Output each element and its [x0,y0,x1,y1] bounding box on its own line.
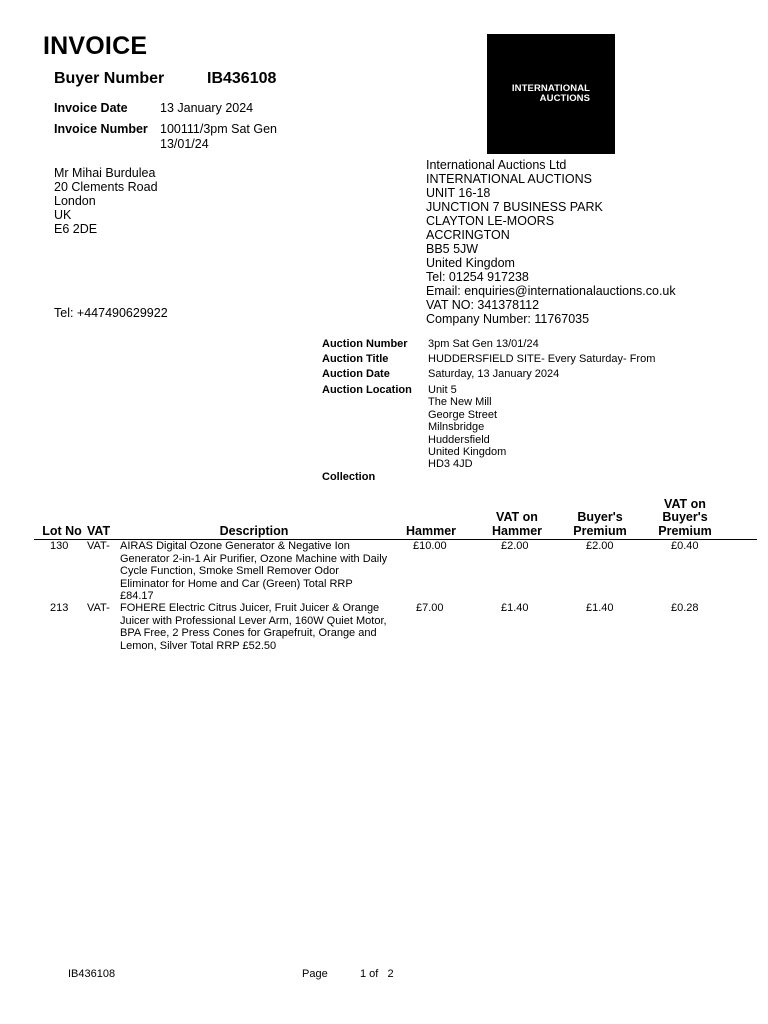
seller-line: JUNCTION 7 BUSINESS PARK [426,200,603,214]
company-logo [487,34,615,154]
buyers-premium: £2.00 [586,540,614,552]
seller-line: UNIT 16-18 [426,186,491,200]
invoice-number-value: 100111/3pm Sat Gen 13/01/24 [160,122,277,151]
table-row [0,602,768,666]
lot-number: 130 [50,540,69,552]
vat-code: VAT- [87,602,110,614]
invoice-number-row [54,122,314,152]
buyer-address-line: 20 Clements Road [54,180,158,194]
footer-buyer-number: IB436108 [68,968,116,980]
buyer-telephone: Tel: +447490629922 [54,306,168,320]
auction-location-label: Auction Location [322,384,412,396]
lot-description: FOHERE Electric Citrus Juicer, Fruit Juicer & Orange Juicer with Professional Lever Arm, 160W Quiet Motor, BPA Free, 2 Press Cones for Grapefruit, Orange and Lemon, Silver Total RRP £52.50 [120,602,387,652]
seller-line: Email: enquiries@internationalauctions.co.uk [426,284,676,298]
invoice-number-label: Invoice Number [54,122,148,136]
hammer-price: £7.00 [416,602,444,614]
auction-date-label: Auction Date [322,368,390,380]
buyer-name: Mr Mihai Burdulea [54,166,156,180]
vat-on-hammer: £1.40 [501,602,529,614]
location-line: HD3 4JD [428,458,473,471]
seller-line: CLAYTON LE-MOORS [426,214,555,228]
logo-text [512,84,590,104]
buyer-number-value: IB436108 [207,70,277,87]
invoice-date-row [54,101,314,116]
seller-address [426,158,676,326]
lot-number: 213 [50,602,69,614]
location-line: Huddersfield [428,433,490,446]
col-vat-on-hammer-line: Hammer [491,523,543,538]
seller-line: INTERNATIONAL AUCTIONS [426,172,592,186]
col-description: Description [219,523,289,538]
footer-page-label: Page [302,968,328,980]
seller-line: BB5 5JW [426,242,479,256]
auction-location-value [428,384,506,471]
col-buyers-premium [565,511,635,538]
location-line: The New Mill [428,396,492,409]
lot-description: AIRAS Digital Ozone Generator & Negative Ion Generator 2-in-1 Air Purifier, Ozone Machine with Daily Cycle Function, Smoke Smell Remover Odor Eliminator for Home and Car (Green) Total RRP £84.17 [120,540,388,603]
col-vat-on-bp-line: VAT on [664,496,706,511]
seller-line: ACCRINGTON [426,228,510,242]
location-line: Unit 5 [428,384,457,396]
hammer-price: £10.00 [413,540,447,552]
location-line: George Street [428,408,498,421]
buyers-premium: £1.40 [586,602,614,614]
seller-line: United Kingdom [426,256,515,270]
buyer-number-block [54,70,277,88]
seller-line: VAT NO: 341378112 [426,298,540,312]
col-vat-on-hammer-line: VAT on [496,510,538,524]
col-buyers-premium-line: Buyer's [577,510,623,524]
auction-title-label: Auction Title [322,353,389,365]
col-lot-no: Lot No [42,523,82,538]
seller-line: Company Number: 11767035 [426,312,590,326]
col-vat: VAT [87,523,111,538]
seller-line: Tel: 01254 917238 [426,270,529,284]
logo-line: INTERNATIONAL [511,83,591,94]
invoice-date-label: Invoice Date [54,101,128,115]
location-line: Milnsbridge [428,421,485,434]
col-vat-on-bp-line: Buyer's [662,510,708,524]
buyer-address [54,166,158,236]
invoice-date-value: 13 January 2024 [160,101,254,115]
vat-code: VAT- [87,540,110,552]
col-vat-on-hammer [482,511,552,538]
auction-details [322,337,742,497]
footer-page-count: 1 of 2 [360,968,394,980]
table-row [0,540,768,602]
vat-on-buyers-premium: £0.40 [671,540,699,552]
auction-date-value: Saturday, 13 January 2024 [428,368,560,380]
logo-line: AUCTIONS [539,93,591,104]
seller-line: International Auctions Ltd [426,158,567,172]
buyer-address-line: London [54,194,96,208]
vat-on-hammer: £2.00 [501,540,529,552]
buyer-number-label: Buyer Number [54,70,165,87]
auction-number-label: Auction Number [322,338,408,350]
buyer-address-line: UK [54,208,72,222]
col-vat-on-buyers-premium [650,498,720,539]
col-hammer: Hammer [405,523,457,538]
auction-title-value: HUDDERSFIELD SITE- Every Saturday- From [428,353,656,365]
invoice-title: INVOICE [43,32,148,60]
vat-on-buyers-premium: £0.28 [671,602,699,614]
col-vat-on-bp-line: Premium [658,523,712,538]
lots-table-header [34,494,757,540]
col-buyers-premium-line: Premium [573,523,627,538]
collection-label: Collection [322,471,376,483]
location-line: United Kingdom [428,446,507,459]
buyer-address-line: E6 2DE [54,222,98,236]
auction-number-value: 3pm Sat Gen 13/01/24 [428,338,539,350]
